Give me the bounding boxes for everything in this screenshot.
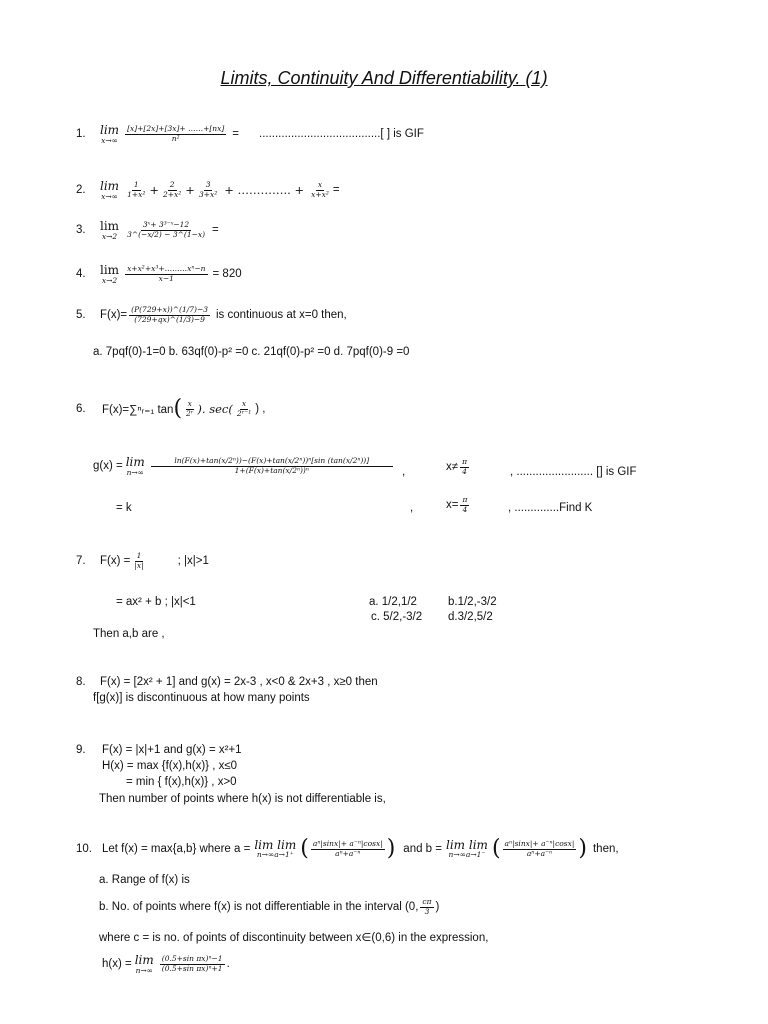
- question-4: 4. lim x→2 $\frac{\text{x+x²+x³+………xⁿ−n}}{x-1}$ = 820: [76, 263, 242, 285]
- q6-find-k: , ..............Find K: [508, 502, 593, 514]
- question-9: 9. F(x) = |x|+1 and g(x) = x²+1: [76, 744, 242, 756]
- q1-answer-blank: ......................................[ ] is GIF: [259, 128, 424, 141]
- question-8: 8. F(x) = [2x² + 1] and g(x) = 2x-3 , x<0 & 2x+3 , x≥0 then: [76, 676, 378, 688]
- q7-option-c: c. 5/2,-3/2: [371, 611, 423, 623]
- page-title: Limits, Continuity And Differentiability. (1): [220, 68, 548, 88]
- q7-option-a: a. 1/2,1/2: [369, 596, 417, 608]
- q6-condition-2: x= $\frac{\pi}{4}$: [446, 495, 468, 514]
- question-5: 5. F(x)= $\frac{(P(729+x))\^{}(1/7)-3}{(729+qx)\^{}(1/3)-9}$ is continuous at x=0 then,: [76, 305, 347, 324]
- q10-part-b: b. No. of points where f(x) is not differentiable in the interval (0, $\frac{c\pi}{3}$ ): [99, 897, 440, 916]
- q6-g-definition: g(x) = lim n→∞ $\frac{\text{ln(F(x)+tan(x/2ⁿ))−(F(x)+tan(x/2ⁿ))ⁿ[sin (tan(x/2ⁿ))]}}{\text{1+(F(x)+tan(x/2ⁿ))ⁿ}}$: [93, 456, 395, 476]
- question-7: 7. F(x) = $\frac{1}{|x|}$ ; |x|>1: [76, 551, 209, 570]
- q5-options: a. 7pqf(0)-1=0 b. 63qf(0)-p² =0 c. 21qf(0)-p² =0 d. 7pqf(0)-9 =0: [93, 346, 410, 358]
- q10-h-definition: h(x) = lim n→∞ $\frac{\text{(0.5+sin πx)ⁿ−1}}{\text{(0.5+sin πx)ⁿ+1}}$ .: [102, 953, 230, 975]
- question-6: 6. F(x)=∑ⁿᵣ₌₁ tan ( $\frac{x}{\text{2ʳ}}$ ). sec( $\frac{x}{\text{2ʳ⁻¹}}$ ) ,: [76, 396, 266, 421]
- question-1: 1. lim x→∞ $\frac{[x]+[2x]+[3x]+ \dots\dots+[nx]}{\text{n²}}$ = ......................................[ ] is GIF: [76, 123, 424, 145]
- question-10: 10. Let f(x) = max{a,b} where a = lim lim n→∞a→1⁺ ( $\frac{\text{aⁿ|sinx|+ a⁻ⁿ|cosx|}}{\text{aⁿ+a⁻ⁿ}}$ ) and b = lim lim n→∞a→1⁻ ( $\frac{\text{aⁿ|sinx|+ a⁻ⁿ|cosx|}}{\text{aⁿ+a⁻ⁿ}}$ ) then,: [76, 836, 619, 861]
- q7-option-b: b.1/2,-3/2: [448, 596, 497, 608]
- q6-condition-1: x≠ $\frac{\pi}{4}$: [446, 457, 467, 476]
- q1-fraction: $\frac{[x]+[2x]+[3x]+ \dots\dots+[nx]}{\text{n²}}$: [127, 124, 225, 143]
- q6-answer-blank: , ........................ [] is GIF: [510, 466, 637, 478]
- question-2: 2. lim x→∞ $\frac{1}{\text{1+x²}}$ + $\frac{2}{\text{2+x²}}$ + $\frac{3}{\text{3+x²}}$ + ………….. + $\frac{x}{\text{x+x²}}$ =: [76, 179, 340, 201]
- q7-option-d: d.3/2,5/2: [448, 611, 493, 623]
- question-3: 3. lim x→2 $\frac{\text{3ˣ+ 3³⁻ˣ−12}}{3\^{}(-x/2) - 3\^{}(1-x)}$ =: [76, 219, 219, 241]
- q1-number: 1.: [76, 128, 86, 141]
- q1-limit: lim x→∞: [100, 123, 120, 145]
